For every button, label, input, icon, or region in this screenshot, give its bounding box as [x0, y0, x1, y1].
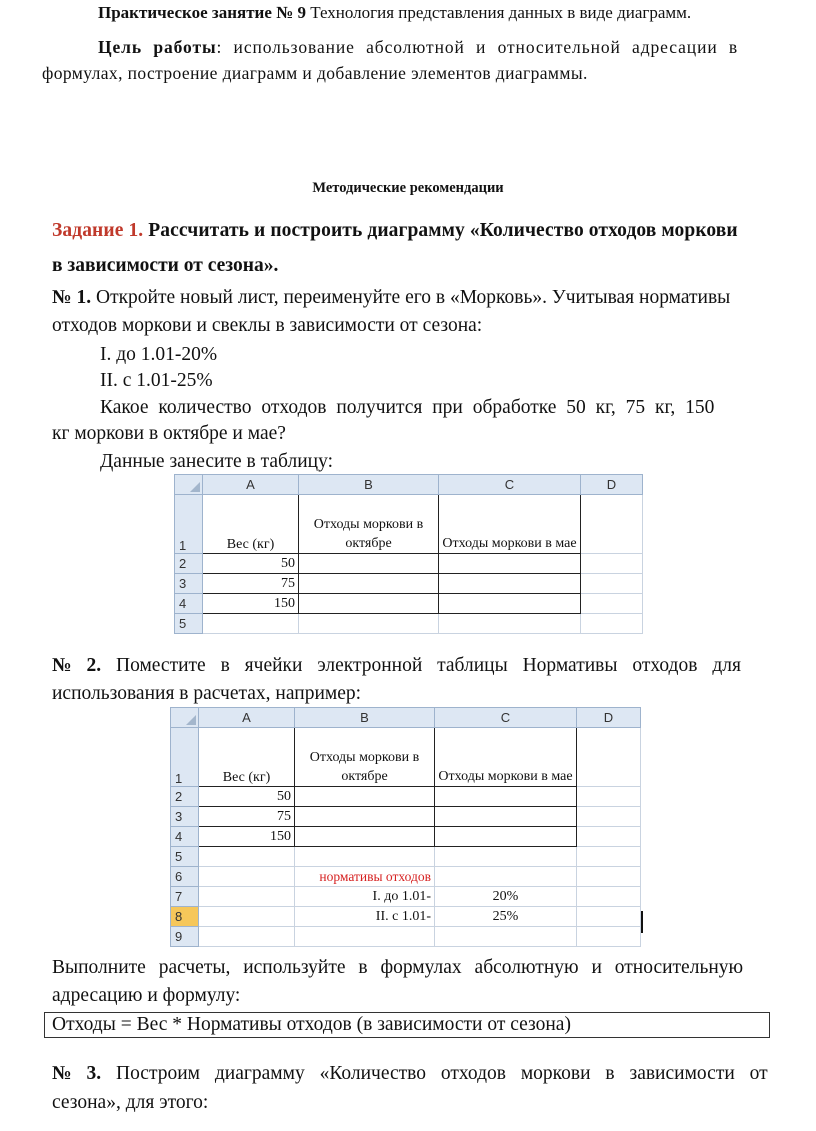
question-line-1: Какое количество отходов получится при обработке 50 кг, 75 кг, 150	[100, 397, 715, 418]
column-header-a[interactable]: A	[203, 475, 299, 495]
step2-line-2: использования в расчетах, например:	[52, 683, 362, 704]
column-header-b[interactable]: B	[299, 475, 439, 495]
cell-c3[interactable]	[435, 807, 577, 827]
spreadsheet-1	[174, 474, 643, 634]
cell-d4[interactable]	[577, 827, 641, 847]
column-header-c[interactable]: C	[435, 708, 577, 728]
cell-d2[interactable]	[577, 787, 641, 807]
cell-a5[interactable]	[199, 847, 295, 867]
cell-d3[interactable]	[577, 807, 641, 827]
cell-d2[interactable]	[581, 554, 643, 574]
row-header-4[interactable]: 4	[171, 827, 199, 847]
cell-b6-norms-title[interactable]: нормативы отходов	[295, 867, 435, 887]
cell-d1[interactable]	[577, 728, 641, 787]
row-header-5[interactable]: 5	[175, 614, 203, 634]
cell-a4[interactable]: 150	[203, 594, 299, 614]
row-header-2[interactable]: 2	[171, 787, 199, 807]
row-header-3[interactable]: 3	[175, 574, 203, 594]
cell-b1[interactable]: Отходы моркови в октябре	[295, 728, 435, 787]
cell-a3[interactable]: 75	[199, 807, 295, 827]
cell-b3[interactable]	[299, 574, 439, 594]
enter-data-text: Данные занесите в таблицу:	[100, 451, 333, 472]
goal-line-2: формулах, построение диаграмм и добавление элементов диаграммы.	[42, 63, 588, 83]
question-line-2: кг моркови в октябре и мае?	[52, 423, 286, 444]
cell-c3[interactable]	[439, 574, 581, 594]
cell-b2[interactable]	[295, 787, 435, 807]
cell-d4[interactable]	[581, 594, 643, 614]
cell-d3[interactable]	[581, 574, 643, 594]
cell-c4[interactable]	[435, 827, 577, 847]
cell-c9[interactable]	[435, 927, 577, 947]
cell-c6[interactable]	[435, 867, 577, 887]
step1-line-2: отходов моркови и свеклы в зависимости от сезона:	[52, 315, 483, 336]
cell-c5[interactable]	[435, 847, 577, 867]
column-header-c[interactable]: C	[439, 475, 581, 495]
calc-line-2: адресацию и формулу:	[52, 985, 241, 1006]
cell-b2[interactable]	[299, 554, 439, 574]
cell-b1[interactable]: Отходы моркови в октябре	[299, 495, 439, 554]
cell-b9[interactable]	[295, 927, 435, 947]
norm-item-1: I. до 1.01-20%	[100, 344, 218, 365]
cell-a4[interactable]: 150	[199, 827, 295, 847]
cell-b5[interactable]	[295, 847, 435, 867]
cell-c5[interactable]	[439, 614, 581, 634]
cell-c7[interactable]: 20%	[435, 887, 577, 907]
row-header-3[interactable]: 3	[171, 807, 199, 827]
cell-c4[interactable]	[439, 594, 581, 614]
cell-d1[interactable]	[581, 495, 643, 554]
select-all-corner[interactable]	[175, 475, 203, 495]
cell-a2[interactable]: 50	[199, 787, 295, 807]
cell-a7[interactable]	[199, 887, 295, 907]
step1-line-1: № 1. Откройте новый лист, переименуйте его в «Морковь». Учитывая нормативы	[52, 287, 731, 308]
task1-line-2: в зависимости от сезона».	[52, 255, 279, 276]
step3-line-2: сезона», для этого:	[52, 1092, 209, 1113]
step3-line-1: № 3. Построим диаграмму «Количество отходов моркови в зависимости от	[52, 1063, 768, 1084]
column-header-b[interactable]: B	[295, 708, 435, 728]
cell-a2[interactable]: 50	[203, 554, 299, 574]
practice-title: Практическое занятие № 9 Технология представления данных в виде диаграмм.	[98, 3, 692, 22]
cell-a5[interactable]	[203, 614, 299, 634]
calc-line-1: Выполните расчеты, используйте в формулах абсолютную и относительную	[52, 957, 744, 978]
row-header-5[interactable]: 5	[171, 847, 199, 867]
column-header-d[interactable]: D	[581, 475, 643, 495]
row-header-2[interactable]: 2	[175, 554, 203, 574]
cell-d6[interactable]	[577, 867, 641, 887]
cell-c1[interactable]: Отходы моркови в мае	[439, 495, 581, 554]
cell-a1[interactable]: Вес (кг)	[203, 495, 299, 554]
cell-b4[interactable]	[299, 594, 439, 614]
cell-d7[interactable]	[577, 887, 641, 907]
cell-d5[interactable]	[577, 847, 641, 867]
row-header-4[interactable]: 4	[175, 594, 203, 614]
cell-c8[interactable]: 25%	[435, 907, 577, 927]
cell-b7[interactable]: I. до 1.01-	[295, 887, 435, 907]
formula-text: Отходы = Вес * Нормативы отходов (в зависимости от сезона)	[52, 1014, 571, 1035]
text-cursor	[641, 911, 643, 933]
row-header-1[interactable]: 1	[175, 495, 203, 554]
row-header-6[interactable]: 6	[171, 867, 199, 887]
row-header-8[interactable]: 8	[171, 907, 199, 927]
task1-line-1: Задание 1. Рассчитать и построить диаграмму «Количество отходов моркови	[52, 220, 738, 241]
spreadsheet-2	[170, 707, 641, 947]
cell-a6[interactable]	[199, 867, 295, 887]
cell-d8[interactable]	[577, 907, 641, 927]
column-header-d[interactable]: D	[577, 708, 641, 728]
row-header-9[interactable]: 9	[171, 927, 199, 947]
cell-d5[interactable]	[581, 614, 643, 634]
method-title: Методические рекомендации	[312, 180, 504, 196]
column-header-a[interactable]: A	[199, 708, 295, 728]
cell-b8[interactable]: II. с 1.01-	[295, 907, 435, 927]
cell-a9[interactable]	[199, 927, 295, 947]
goal-line-1: Цель работы: использование абсолютной и относительной адресации в	[98, 37, 739, 57]
cell-a3[interactable]: 75	[203, 574, 299, 594]
row-header-7[interactable]: 7	[171, 887, 199, 907]
cell-c1[interactable]: Отходы моркови в мае	[435, 728, 577, 787]
row-header-1[interactable]: 1	[171, 728, 199, 787]
step2-line-1: № 2. Поместите в ячейки электронной таблицы Нормативы отходов для	[52, 655, 741, 676]
cell-d9[interactable]	[577, 927, 641, 947]
norm-item-2: II. с 1.01-25%	[100, 370, 213, 391]
select-all-corner[interactable]	[171, 708, 199, 728]
cell-a8[interactable]	[199, 907, 295, 927]
cell-a1[interactable]: Вес (кг)	[199, 728, 295, 787]
cell-b5[interactable]	[299, 614, 439, 634]
cell-c2[interactable]	[439, 554, 581, 574]
cell-b3[interactable]	[295, 807, 435, 827]
cell-c2[interactable]	[435, 787, 577, 807]
cell-b4[interactable]	[295, 827, 435, 847]
